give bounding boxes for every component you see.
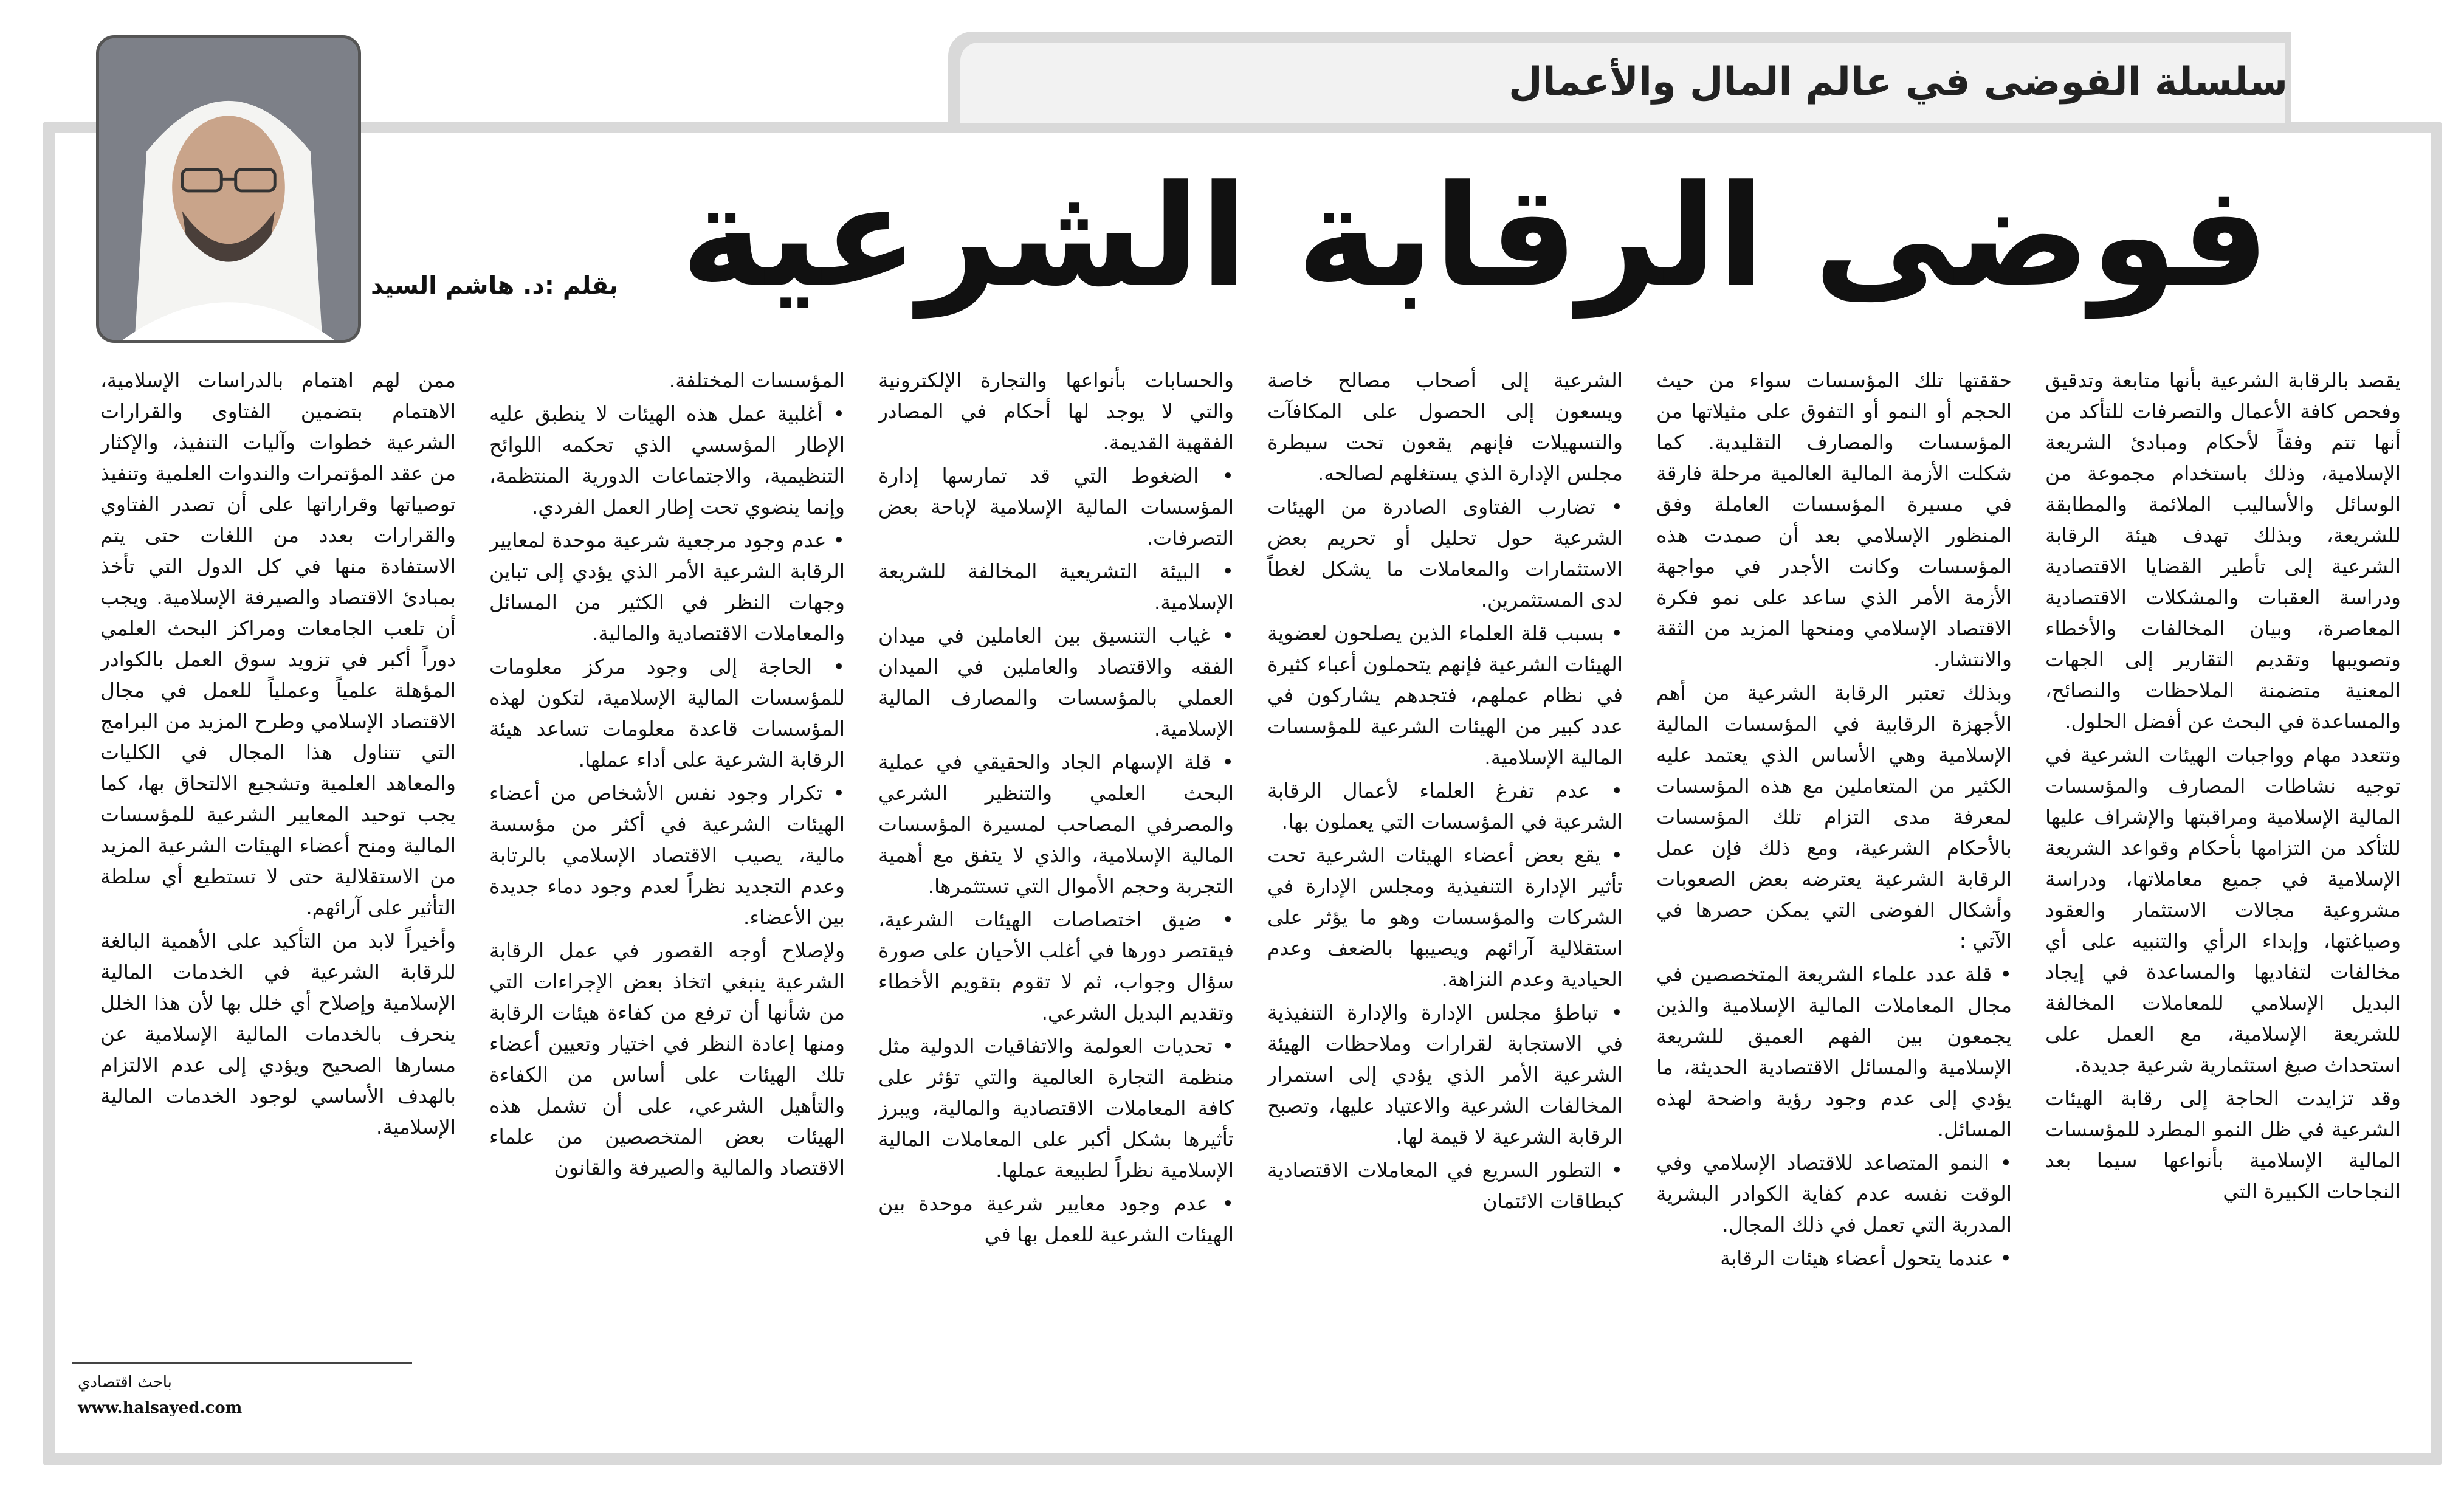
paragraph: والحسابات بأنواعها والتجارة الإلكترونية والتي لا يوجد لها أحكام في المصادر الفقهية القديمة. — [878, 368, 1234, 454]
paragraph: • يقع بعض أعضاء الهيئات الشرعية تحت تأثير الإدارة التنفيذية ومجلس الإدارة في الشركات والمؤسسات وهو ما يؤثر على استقلالية آرائهم ويصيبها بالضعف وعدم الحيادية وعدم النزاهة. — [1267, 843, 1623, 991]
paragraph: ممن لهم اهتمام بالدراسات الإسلامية، الاهتمام بتضمين الفتاوى والقرارات الشرعية خطوات وآليات التنفيذ، والإكثار من عقد المؤتمرات والندوات العلمية وتنفيذ توصياتها وقراراتها على أن تصدر الفتاوي والقرارات بعدد من اللغات حتى يتم الاستفادة منها في كل الدول التي تأخذ بمبادئ الاقتصاد والصيرفة الإسلامية. ويجب أن تلعب الجامعات ومراكز البحث العلمي دوراً أكبر في تزويد سوق العمل بالكوادر المؤهلة علمياً وعملياً للعمل في مجال الاقتصاد الإسلامي وطرح المزيد من البرامج التي تتناول هذا المجال في الكليات والمعاهد العلمية وتشجيع الالتحاق بها، كما يجب توحيد المعايير الشرعية للمؤسسات المالية ومنح أعضاء الهيئات الشرعية المزيد من الاستقلالية حتى لا تستطيع أي سلطة التأثير على آرائهم. — [100, 368, 456, 919]
article-column — [100, 365, 456, 1331]
article-column — [2045, 365, 2401, 1410]
paragraph: • تضارب الفتاوى الصادرة من الهيئات الشرعية حول تحليل أو تحريم بعض الاستثمارات والمعاملات ما يشكل لغطاً لدى المستثمرين. — [1267, 495, 1623, 612]
author-photo — [96, 35, 361, 343]
paragraph: حققتها تلك المؤسسات سواء من حيث الحجم أو النمو أو التفوق على مثيلاتها من المؤسسات والمصارف التقليدية. كما شكلت الأزمة المالية العالمية مرحلة فارقة في مسيرة المؤسسات العاملة وفق المنظور الإسلامي بعد أن صمدت هذه المؤسسات وكانت الأجدر في مواجهة الأزمة الأمر الذي ساعد على نمو فكرة الاقتصاد الإسلامي ومنحها المزيد من الثقة والانتشار. — [1656, 368, 2012, 671]
paragraph: • النمو المتصاعد للاقتصاد الإسلامي وفي الوقت نفسه عدم كفاية الكوادر البشرية المدربة التي تعمل في ذلك المجال. — [1656, 1151, 2012, 1237]
paragraph: • بسبب قلة العلماء الذين يصلحون لعضوية الهيئات الشرعية فإنهم يتحملون أعباء كثيرة في نظام عملهم، فتجدهم يشاركون في عدد كبير من الهيئات الشرعية للمؤسسات المالية الإسلامية. — [1267, 621, 1623, 769]
paragraph: • الحاجة إلى وجود مركز معلومات للمؤسسات المالية الإسلامية، لتكون لهذه المؤسسات قاعدة معلومات تساعد هيئة الرقابة الشرعية على أداء عملها. — [489, 655, 845, 771]
paragraph: • غياب التنسيق بين العاملين في ميدان الفقه والاقتصاد والعاملين في الميدان العملي بالمؤسسات والمصارف المالية الإسلامية. — [878, 624, 1234, 740]
article-column — [489, 365, 845, 1410]
author-website-link[interactable]: www.halsayed.com — [78, 1399, 243, 1417]
article-column — [1267, 365, 1623, 1410]
paragraph: • تحديات العولمة والاتفاقيات الدولية مثل منظمة التجارة العالمية والتي تؤثر على كافة المعاملات الاقتصادية والمالية، ويبرز تأثيرها بشكل أكبر على المعاملات المالية الإسلامية نظراً لطبيعة عملها. — [878, 1034, 1234, 1182]
author-footer — [72, 1362, 412, 1427]
author-portrait-image — [99, 38, 358, 340]
paragraph: • عندما يتحول أعضاء هيئات الرقابة — [1720, 1246, 2012, 1270]
article-columns — [67, 365, 2401, 1416]
paragraph: وقد تزايدت الحاجة إلى رقابة الهيئات الشرعية في ظل النمو المطرد للمؤسسات المالية الإسلامية بأنواعها سيما بعد النجاحات الكبيرة التي — [2045, 1086, 2401, 1203]
paragraph: • تكرار وجود نفس الأشخاص من أعضاء الهيئات الشرعية في أكثر من مؤسسة مالية، يصيب الاقتصاد الإسلامي بالرتابة وعدم التجديد نظراً لعدم وجود دماء جديدة بين الأعضاء. — [489, 781, 845, 929]
paragraph: الشرعية إلى أصحاب مصالح خاصة ويسعون إلى الحصول على المكافآت والتسهيلات فإنهم يقعون تحت سيطرة مجلس الإدارة الذي يستغلهم لصالحه. — [1267, 368, 1623, 485]
paragraph: • التطور السريع في المعاملات الاقتصادية كبطاقات الائتمان — [1267, 1158, 1623, 1213]
series-title: سلسلة الفوضى في عالم المال والأعمال — [1509, 60, 2288, 105]
paragraph: • عدم تفرغ العلماء لأعمال الرقابة الشرعية في المؤسسات التي يعملون بها. — [1267, 779, 1623, 833]
paragraph: وتتعدد مهام وواجبات الهيئات الشرعية في توجيه نشاطات المصارف والمؤسسات المالية الإسلامية ومراقبتها والإشراف عليها للتأكد من التزامها بأحكام وقواعد الشريعة الإسلامية في جميع معاملاتها، ودراسة مشروعية مجالات الاستثمار والعقود وصياغتها، وإبداء الرأي والتنبيه على أي مخالفات لتفاديها والمساعدة في إيجاد البديل الإسلامي للمعاملات المخالفة للشريعة الإسلامية، مع العمل على استحداث صيغ استثمارية شرعية جديدة. — [2045, 743, 2401, 1077]
paragraph: وبذلك تعتبر الرقابة الشرعية من أهم الأجهزة الرقابية في المؤسسات المالية الإسلامية وهي الأساس الذي يعتمد عليه الكثير من المتعاملين مع هذه المؤسسات لمعرفة مدى التزام تلك المؤسسات بالأحكام الشرعية، ومع ذلك فإن عمل الرقابة الشرعية يعترضه بعض الصعوبات وأشكال الفوضى التي يمكن حصرها في الآتي : — [1656, 681, 2012, 953]
paragraph: المؤسسات المختلفة. — [669, 368, 845, 392]
headline: فوضى الرقابة الشرعية — [681, 156, 2270, 318]
author-role: باحث اقتصادي — [78, 1373, 172, 1392]
byline: بقلم :د. هاشم السيد — [371, 272, 619, 300]
paragraph: يقصد بالرقابة الشرعية بأنها متابعة وتدقيق وفحص كافة الأعمال والتصرفات للتأكد من أنها تتم وفقاً لأحكام ومبادئ الشريعة الإسلامية، وذلك باستخدام مجموعة من الوسائل والأساليب الملائمة والمطابقة للشريعة، وبذلك تهدف هيئة الرقابة الشرعية إلى تأطير القضايا الاقتصادية ودراسة العقبات والمشكلات الاقتصادية المعاصرة، وبيان المخالفات والأخطاء وتصويبها وتقديم التقارير إلى الجهات المعنية متضمنة الملاحظات والنصائح، والمساعدة في البحث عن أفضل الحلول. — [2045, 368, 2401, 733]
article-column — [878, 365, 1234, 1410]
paragraph: • قلة عدد علماء الشريعة المتخصصين في مجال المعاملات المالية الإسلامية والذين يجمعون بين الفهم العميق للشريعة الإسلامية والمسائل الاقتصادية الحديثة، ما يؤدي إلى عدم وجود رؤية واضحة لهذه المسائل. — [1656, 962, 2012, 1141]
paragraph: • عدم وجود معايير شرعية موحدة بين الهيئات الشرعية للعمل بها في — [878, 1192, 1234, 1246]
paragraph: • البيئة التشريعية المخالفة للشريعة الإسلامية. — [878, 559, 1234, 614]
paragraph: ولإصلاح أوجه القصور في عمل الرقابة الشرعية ينبغي اتخاذ بعض الإجراءات التي من شأنها أن ترفع من كفاءة هيئات الرقابة ومنها إعادة النظر في اختيار وتعيين أعضاء تلك الهيئات على أساس من الكفاءة والتأهيل الشرعي، على أن تشمل هذه الهيئات بعض المتخصصين من علماء الاقتصاد والمالية والصيرفة والقانون — [489, 939, 845, 1179]
paragraph: وأخيراً لابد من التأكيد على الأهمية البالغة للرقابة الشرعية في الخدمات المالية الإسلامية وإصلاح أي خلل بها لأن هذا الخلل ينحرف بالخدمات المالية الإسلامية عن مسارها الصحيح ويؤدي إلى عدم الالتزام بالهدف الأساسي لوجود الخدمات المالية الإسلامية. — [100, 929, 456, 1139]
paragraph: • عدم وجود مرجعية شرعية موحدة لمعايير الرقابة الشرعية الأمر الذي يؤدي إلى تباين وجهات النظر في الكثير من المسائل والمعاملات الاقتصادية والمالية. — [489, 528, 845, 645]
paragraph: • قلة الإسهام الجاد والحقيقي في عملية البحث العلمي والتنظير الشرعي والمصرفي المصاحب لمسيرة المؤسسات المالية الإسلامية، والذي لا يتفق مع أهمية التجربة وحجم الأموال التي تستثمرها. — [878, 750, 1234, 898]
paragraph: • ضيق اختصاصات الهيئات الشرعية، فيقتصر دورها في أغلب الأحيان على صورة سؤال وجواب، ثم لا تقوم بتقويم الأخطاء وتقديم البديل الشرعي. — [878, 908, 1234, 1024]
paragraph: • الضغوط التي قد تمارسها إدارة المؤسسات المالية الإسلامية لإباحة بعض التصرفات. — [878, 464, 1234, 550]
paragraph: • أغلبية عمل هذه الهيئات لا ينطبق عليه الإطار المؤسسي الذي تحكمه اللوائح التنظيمية، والاجتماعات الدورية المنتظمة، وإنما ينضوي تحت إطار العمل الفردي. — [489, 402, 845, 519]
paragraph: • تباطؤ مجلس الإدارة والإدارة التنفيذية في الاستجابة لقرارات وملاحظات الهيئة الشرعية الأمر الذي يؤدي إلى استمرار المخالفات الشرعية والاعتياد عليها، وتصبح الرقابة الشرعية لا قيمة لها. — [1267, 1001, 1623, 1148]
article-column — [1656, 365, 2012, 1410]
